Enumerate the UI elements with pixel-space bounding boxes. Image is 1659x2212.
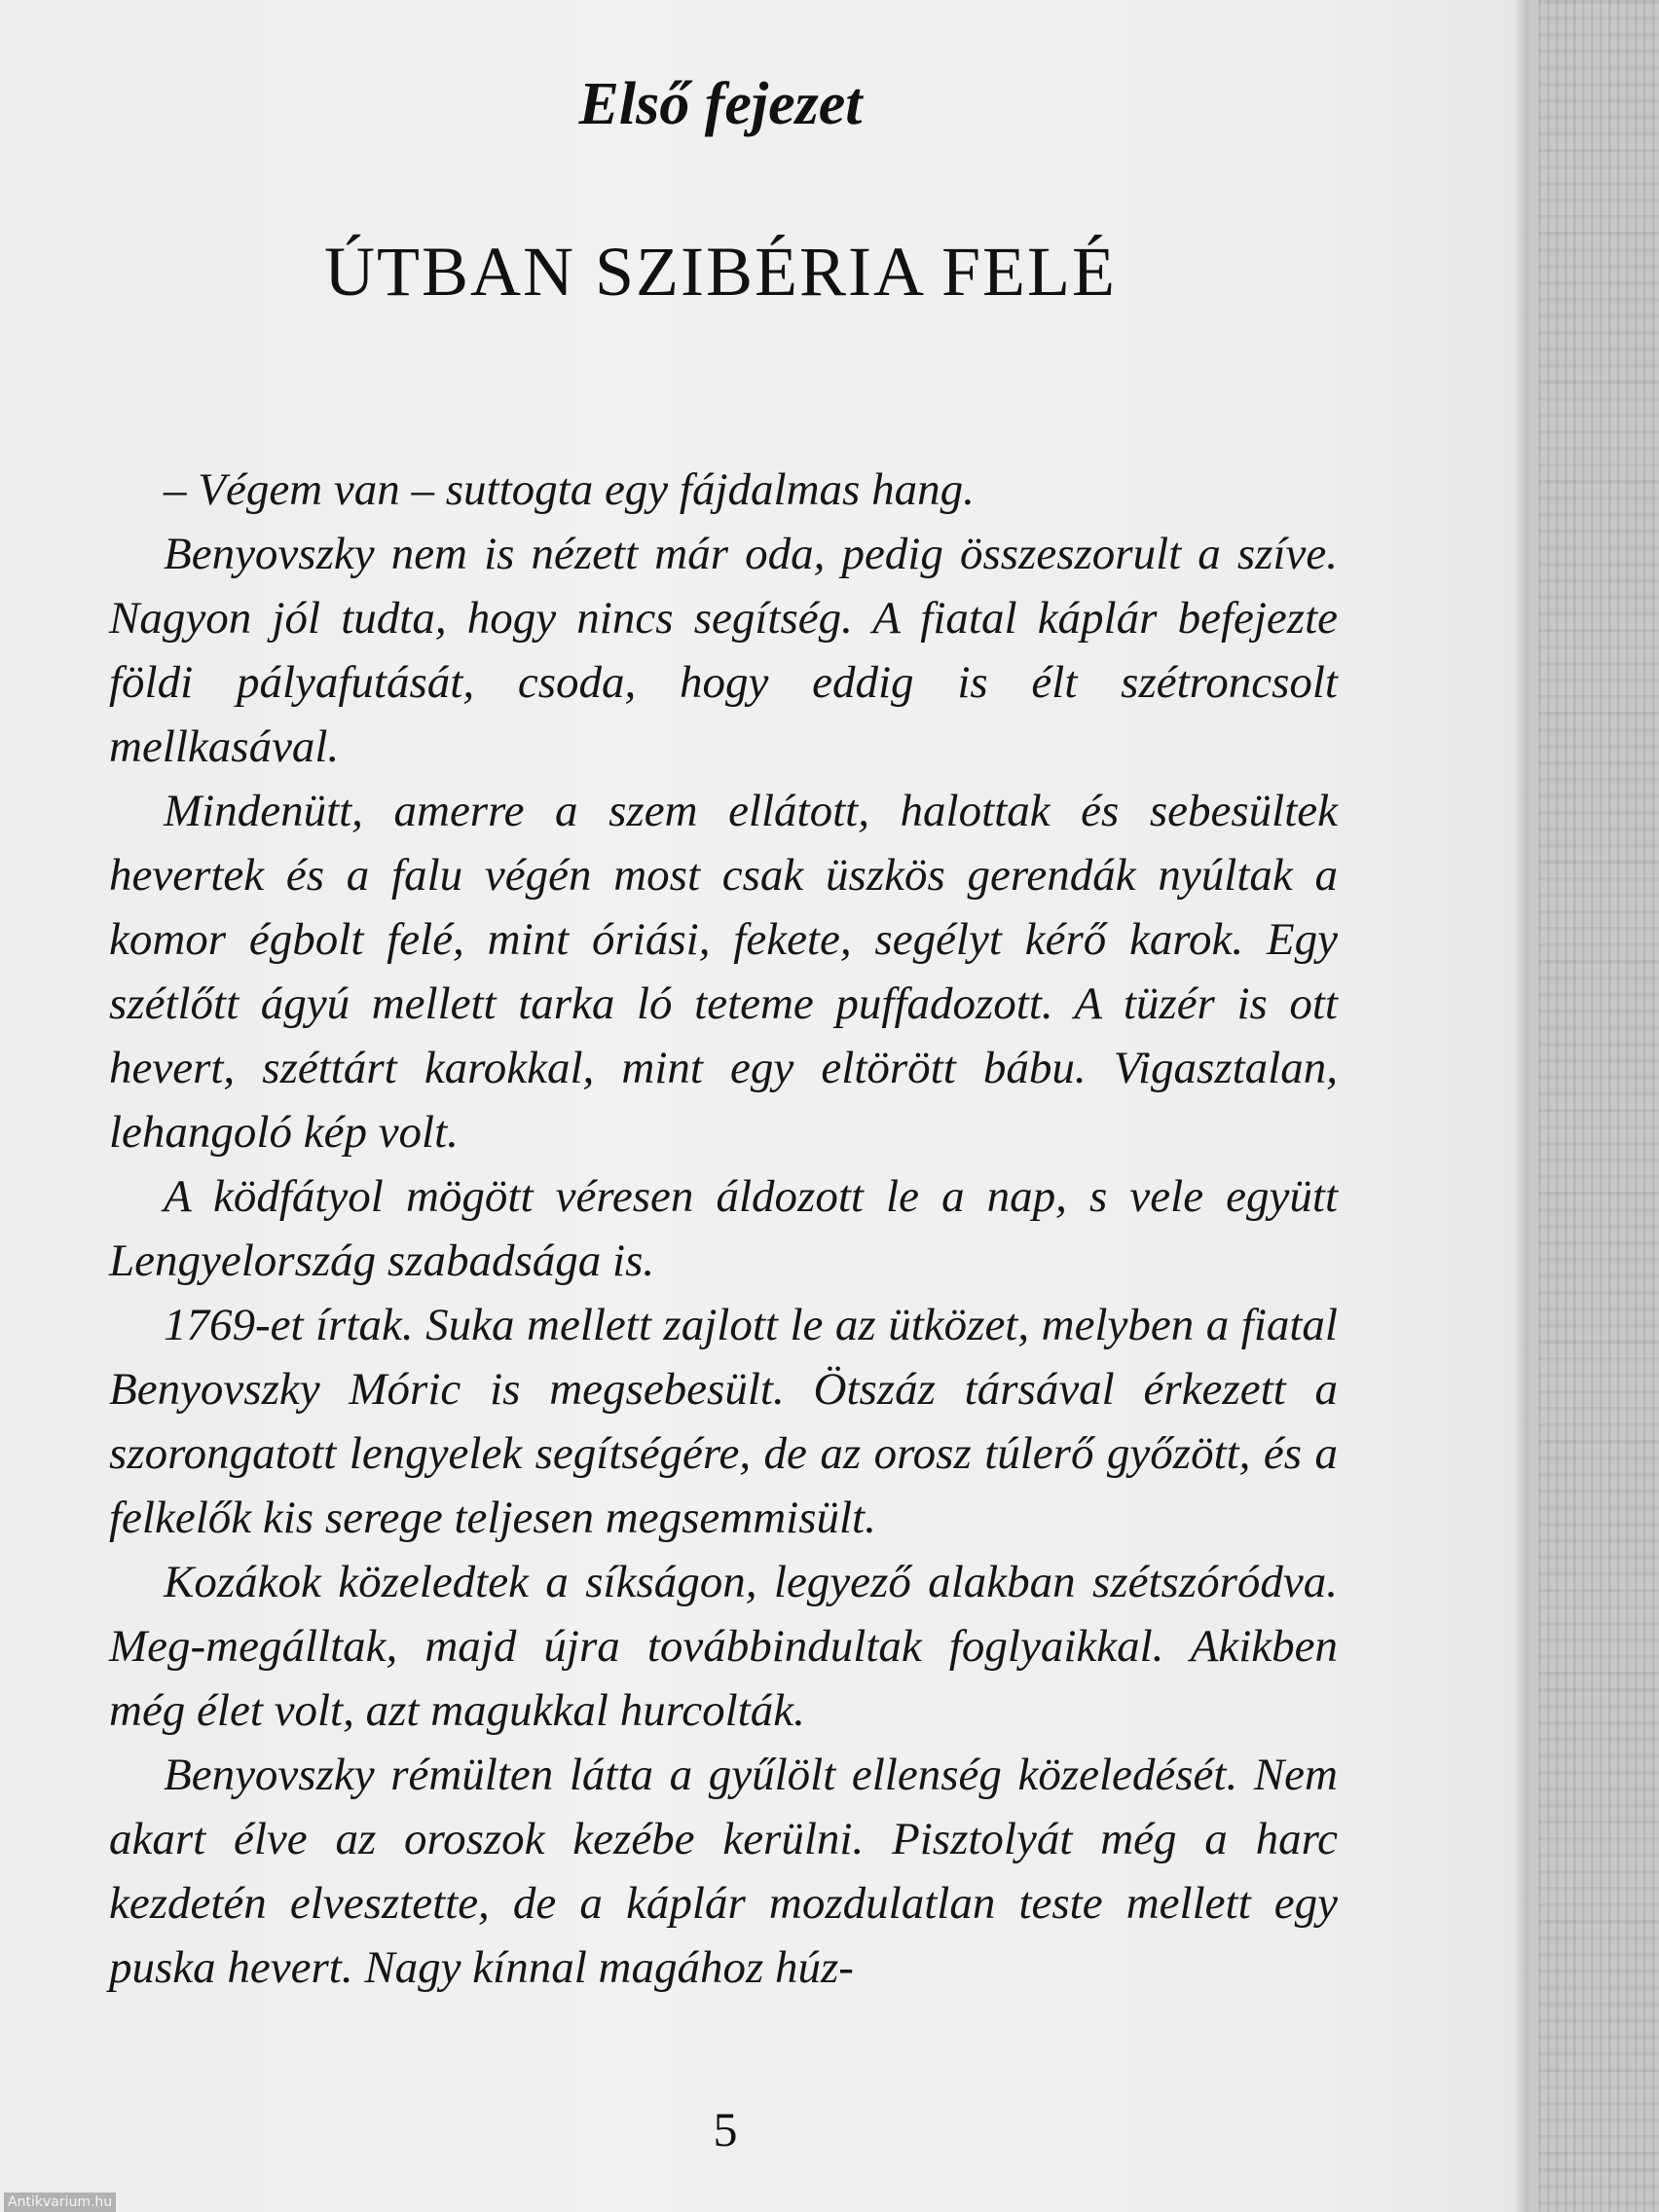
page-edge-shadow	[1514, 0, 1529, 2212]
paragraph: 1769-et írtak. Suka mellett zajlott le az ütközet, melyben a fiatal Benyovszky Móric is megsebesült. Ötszáz társával érkezett a szorongatott lengyelek segítségére, de az orosz túlerő győzött, és a felkelők kis serege teljesen megsemmisült.	[109, 1300, 1338, 1543]
chapter-label: Első fejezet	[578, 71, 863, 137]
page-number: 5	[713, 2102, 738, 2157]
body-text	[109, 458, 1338, 2000]
watermark: Antikvarium.hu	[4, 2193, 116, 2212]
paragraph: Benyovszky nem is nézett már oda, pedig összeszorult a szíve. Nagyon jól tudta, hogy nincs segítség. A fiatal káplár befejezte földi pályafutását, csoda, hogy eddig is élt szétroncsolt mellkasával.	[109, 529, 1338, 772]
chapter-title: ÚTBAN SZIBÉRIA FELÉ	[323, 233, 1117, 311]
background-surface	[1538, 0, 1659, 2212]
paragraph: Benyovszky rémülten látta a gyűlölt ellenség közeledését. Nem akart élve az oroszok kezébe kerülni. Pisztolyát még a harc kezdetén elvesztette, de a káplár mozdulatlan teste mellett egy puska hevert. Nagy kínnal magához húz-	[109, 1750, 1338, 1993]
paragraph: Kozákok közeledtek a síkságon, legyező alakban szétszóródva. Meg-megálltak, majd újra továbbindultak foglyaikkal. Akikben még élet volt, azt magukkal hurcolták.	[109, 1557, 1338, 1736]
paragraph: – Végem van – suttogta egy fájdalmas hang.	[164, 464, 975, 515]
paragraph: A ködfátyol mögött véresen áldozott le a nap, s vele együtt Lengyelország szabadsága is.	[109, 1171, 1338, 1286]
paragraph: Mindenütt, amerre a szem ellátott, halottak és sebesültek hevertek és a falu végén most csak üszkös gerendák nyúltak a komor égbolt felé, mint óriási, fekete, segélyt kérő karok. Egy szétlőtt ágyú mellett tarka ló teteme puffadozott. A tüzér is ott hevert, széttárt karokkal, mint egy eltörött bábu. Vigasztalan, lehangoló kép volt.	[109, 786, 1338, 1158]
